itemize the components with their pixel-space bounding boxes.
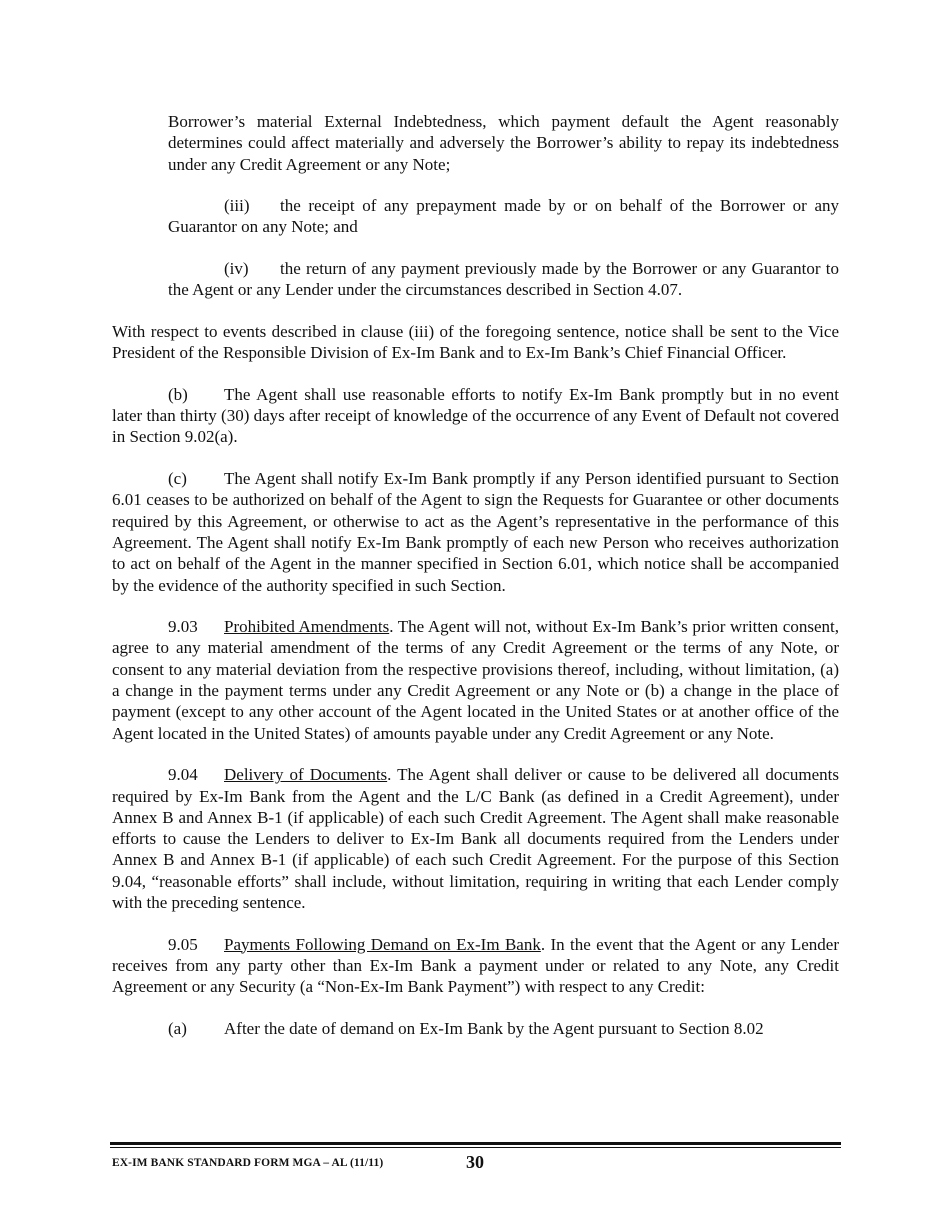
section-number: 9.04 [168, 765, 198, 785]
document-body [112, 111, 839, 1059]
clause-number: (a) [168, 1018, 187, 1038]
section-9-04 [112, 764, 839, 913]
clause-c [112, 468, 839, 596]
footer-form-label: EX-IM BANK STANDARD FORM MGA – AL (11/11) [112, 1157, 384, 1169]
clause-number: (b) [168, 384, 188, 404]
clause-text: the return of any payment previously made by the Borrower or any Guarantor to the Agent or any Lender under the circumstances described in Section 4.07. [168, 259, 839, 300]
clause-iii [168, 195, 839, 238]
paragraph-continuation [168, 111, 839, 175]
clause-number: (iii) [224, 196, 250, 216]
footer-rule-thin [110, 1147, 841, 1148]
section-number: 9.05 [168, 934, 198, 954]
section-text: . The Agent shall deliver or cause to be delivered all documents required by Ex-Im Bank from the Agent and the L/C Bank (as defined in a Credit Agreement), under Annex B and Annex B-1 (if applicable) of each such Credit Agreement. The Agent shall make reasonable efforts to cause the Lenders to deliver to Ex-Im Bank all documents required from the Lenders under Annex B and Annex B-1 (if applicable) of each such Credit Agreement. For the purpose of this Section 9.04, “reasonable efforts” shall include, without limitation, requiring in writing that each Lender comply with the preceding sentence. [112, 765, 839, 912]
section-text: . The Agent will not, without Ex-Im Bank’s prior written consent, agree to any material amendment of the terms of any Credit Agreement or the terms of any Note, or consent to any material deviation from the respective provisions thereof, including, without limitation, (a) a change in the payment terms under any Credit Agreement or any Note or (b) a change in the place of payment (except to any other account of the Agent located in the United States or at another office of the Agent located in the United States) of amounts payable under any Credit Agreement or any Note. [112, 617, 839, 743]
section-heading: Prohibited Amendments [224, 617, 390, 637]
clause-b [112, 384, 839, 448]
clause-a [112, 1018, 839, 1039]
section-text: . In the event that the Agent or any Lender receives from any party other than Ex-Im Bank a payment under or related to any Note, any Credit Agreement or any Security (a “Non-Ex-Im Bank Payment”) with respect to any Credit: [112, 934, 839, 997]
section-heading: Delivery of Documents [224, 765, 388, 785]
paragraph-notice [112, 321, 839, 364]
clause-text: The Agent shall use reasonable efforts to notify Ex-Im Bank promptly but in no event later than thirty (30) days after receipt of knowledge of the occurrence of any Event of Default not covered in Section 9.02(a). [112, 384, 839, 447]
footer-rule [110, 1142, 841, 1145]
clause-text: The Agent shall notify Ex-Im Bank promptly if any Person identified pursuant to Section 6.01 ceases to be authorized on behalf of the Agent to sign the Requests for Guarantee or other documents required by this Agreement, or otherwise to act as the Agent’s representative in the performance of this Agreement. The Agent shall notify Ex-Im Bank promptly of each new Person who receives authorization to act on behalf of the Agent in the manner specified in Section 6.01, which notice shall be accompanied by the evidence of the authority specified in such Section. [112, 469, 839, 595]
paragraph-text: Borrower’s material External Indebtedness, which payment default the Agent reasonably determines could affect materially and adversely the Borrower’s ability to repay its indebtedness under any Credit Agreement or any Note; [168, 112, 839, 174]
clause-text: After the date of demand on Ex-Im Bank by the Agent pursuant to Section 8.02 [224, 1018, 764, 1038]
clause-number: (c) [168, 469, 187, 489]
section-number: 9.03 [168, 617, 198, 637]
section-9-05 [112, 934, 839, 998]
paragraph-text: With respect to events described in clause (iii) of the foregoing sentence, notice shall be sent to the Vice President of the Responsible Division of Ex-Im Bank and to Ex-Im Bank’s Chief Financial Officer. [112, 321, 839, 363]
clause-number: (iv) [224, 259, 249, 279]
section-heading: Payments Following Demand on Ex-Im Bank [224, 934, 541, 954]
page-number: 30 [466, 1152, 484, 1172]
clause-iv [168, 258, 839, 301]
section-9-03 [112, 616, 839, 744]
clause-text: the receipt of any prepayment made by or on behalf of the Borrower or any Guarantor on any Note; and [168, 196, 839, 237]
